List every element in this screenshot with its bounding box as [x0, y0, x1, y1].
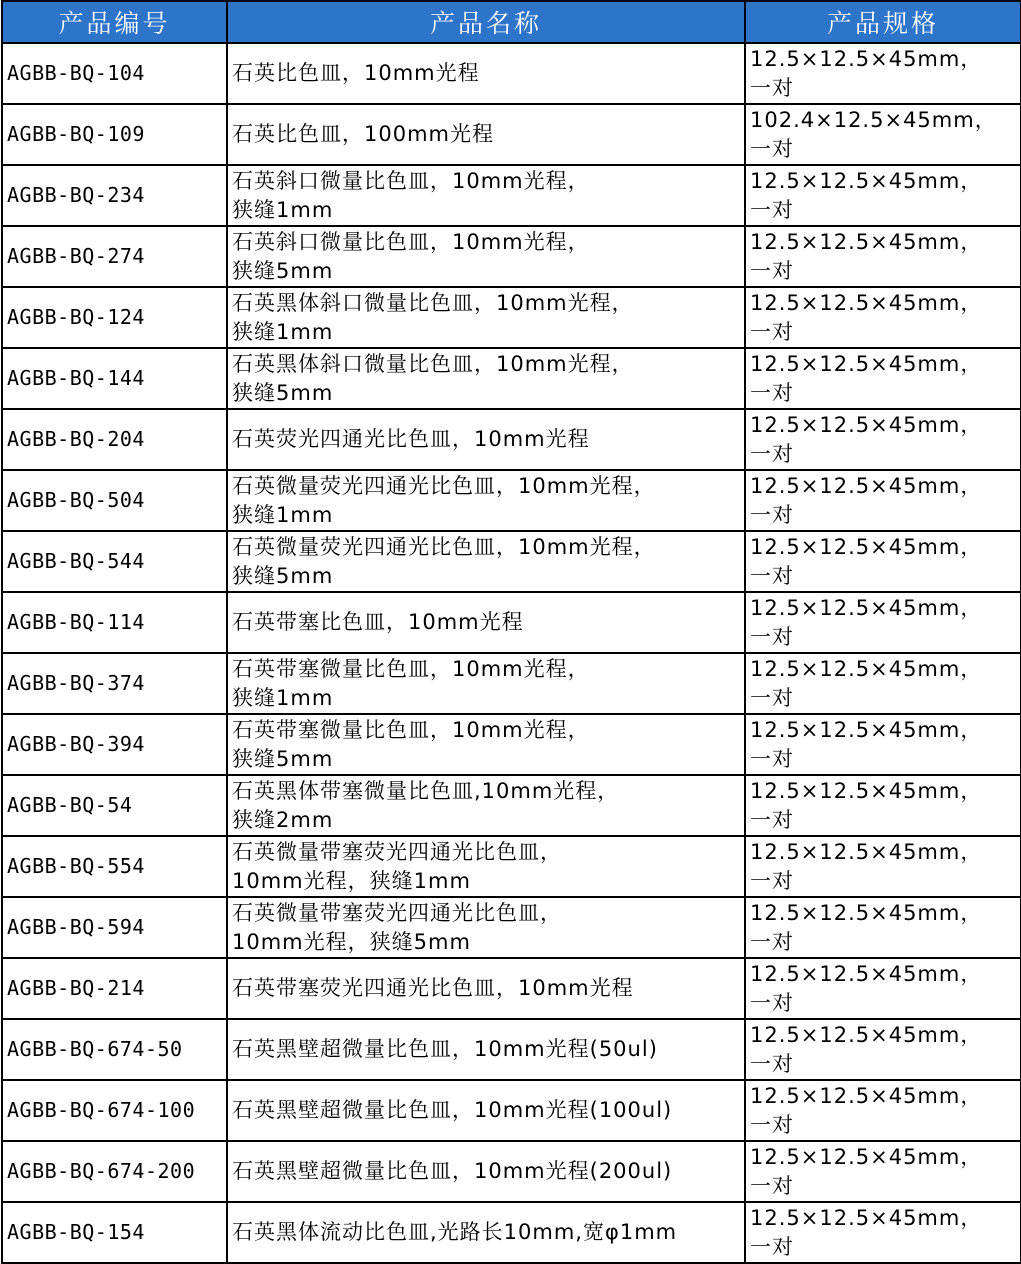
- table-row: [2, 1141, 1021, 1202]
- product-code-cell: AGBB-BQ-674-50: [2, 1019, 227, 1080]
- product-table: [1, 0, 1021, 1264]
- product-name-cell: 石英比色皿，100mm光程: [227, 104, 745, 165]
- product-name-cell: 石英带塞比色皿，10mm光程: [227, 592, 745, 653]
- product-spec-cell: 12.5×12.5×45mm， 一对: [745, 43, 1021, 104]
- product-name-cell: 石英斜口微量比色皿，10mm光程， 狭缝1mm: [227, 165, 745, 226]
- product-name-cell: 石英黑体流动比色皿,光路长10mm,宽φ1mm: [227, 1202, 745, 1263]
- product-name-cell: 石英带塞微量比色皿，10mm光程， 狭缝5mm: [227, 714, 745, 775]
- product-name-cell: 石英带塞荧光四通光比色皿，10mm光程: [227, 958, 745, 1019]
- product-code-cell: AGBB-BQ-674-100: [2, 1080, 227, 1141]
- product-name-cell: 石英黑壁超微量比色皿，10mm光程(50ul): [227, 1019, 745, 1080]
- product-code-cell: AGBB-BQ-274: [2, 226, 227, 287]
- table-row: [2, 287, 1021, 348]
- product-spec-cell: 12.5×12.5×45mm， 一对: [745, 714, 1021, 775]
- table-row: [2, 836, 1021, 897]
- product-spec-cell: 12.5×12.5×45mm， 一对: [745, 836, 1021, 897]
- product-code-cell: AGBB-BQ-124: [2, 287, 227, 348]
- table-row: [2, 1080, 1021, 1141]
- product-spec-cell: 12.5×12.5×45mm， 一对: [745, 287, 1021, 348]
- product-name-cell: 石英微量荧光四通光比色皿，10mm光程， 狭缝5mm: [227, 531, 745, 592]
- product-code-cell: AGBB-BQ-544: [2, 531, 227, 592]
- table-row: [2, 409, 1021, 470]
- product-spec-cell: 12.5×12.5×45mm， 一对: [745, 1202, 1021, 1263]
- table-header-row: [2, 1, 1021, 43]
- product-code-cell: AGBB-BQ-154: [2, 1202, 227, 1263]
- product-code-cell: AGBB-BQ-204: [2, 409, 227, 470]
- product-code-cell: AGBB-BQ-674-200: [2, 1141, 227, 1202]
- product-spec-cell: 12.5×12.5×45mm， 一对: [745, 1019, 1021, 1080]
- product-spec-cell: 12.5×12.5×45mm， 一对: [745, 226, 1021, 287]
- product-name-cell: 石英微量荧光四通光比色皿，10mm光程， 狭缝1mm: [227, 470, 745, 531]
- product-spec-cell: 12.5×12.5×45mm， 一对: [745, 1141, 1021, 1202]
- product-spec-cell: 12.5×12.5×45mm， 一对: [745, 775, 1021, 836]
- product-spec-cell: 12.5×12.5×45mm， 一对: [745, 348, 1021, 409]
- product-name-cell: 石英比色皿，10mm光程: [227, 43, 745, 104]
- product-name-cell: 石英黑体斜口微量比色皿，10mm光程， 狭缝5mm: [227, 348, 745, 409]
- product-code-cell: AGBB-BQ-54: [2, 775, 227, 836]
- product-spec-cell: 12.5×12.5×45mm， 一对: [745, 531, 1021, 592]
- table-row: [2, 592, 1021, 653]
- product-spec-cell: 12.5×12.5×45mm， 一对: [745, 897, 1021, 958]
- product-spec-cell: 12.5×12.5×45mm， 一对: [745, 592, 1021, 653]
- product-name-cell: 石英黑体带塞微量比色皿,10mm光程， 狭缝2mm: [227, 775, 745, 836]
- product-code-cell: AGBB-BQ-594: [2, 897, 227, 958]
- product-name-cell: 石英黑体斜口微量比色皿，10mm光程， 狭缝1mm: [227, 287, 745, 348]
- table-row: [2, 1019, 1021, 1080]
- product-name-cell: 石英微量带塞荧光四通光比色皿， 10mm光程，狭缝1mm: [227, 836, 745, 897]
- product-name-cell: 石英黑壁超微量比色皿，10mm光程(200ul): [227, 1141, 745, 1202]
- table-row: [2, 714, 1021, 775]
- product-spec-cell: 102.4×12.5×45mm， 一对: [745, 104, 1021, 165]
- table-row: [2, 348, 1021, 409]
- product-code-cell: AGBB-BQ-114: [2, 592, 227, 653]
- product-code-cell: AGBB-BQ-214: [2, 958, 227, 1019]
- product-code-cell: AGBB-BQ-374: [2, 653, 227, 714]
- table-body: [2, 43, 1021, 1263]
- table-row: [2, 104, 1021, 165]
- product-spec-cell: 12.5×12.5×45mm， 一对: [745, 470, 1021, 531]
- product-name-cell: 石英斜口微量比色皿，10mm光程， 狭缝5mm: [227, 226, 745, 287]
- product-code-cell: AGBB-BQ-394: [2, 714, 227, 775]
- header-product-code: 产品编号: [2, 1, 227, 43]
- header-product-spec: 产品规格: [745, 1, 1021, 43]
- table-row: [2, 165, 1021, 226]
- table-row: [2, 958, 1021, 1019]
- product-code-cell: AGBB-BQ-144: [2, 348, 227, 409]
- product-code-cell: AGBB-BQ-554: [2, 836, 227, 897]
- table-row: [2, 897, 1021, 958]
- product-spec-cell: 12.5×12.5×45mm， 一对: [745, 653, 1021, 714]
- table-row: [2, 1202, 1021, 1263]
- product-spec-cell: 12.5×12.5×45mm， 一对: [745, 165, 1021, 226]
- header-product-name: 产品名称: [227, 1, 745, 43]
- product-code-cell: AGBB-BQ-104: [2, 43, 227, 104]
- table-row: [2, 653, 1021, 714]
- product-name-cell: 石英微量带塞荧光四通光比色皿， 10mm光程，狭缝5mm: [227, 897, 745, 958]
- product-spec-cell: 12.5×12.5×45mm， 一对: [745, 409, 1021, 470]
- product-code-cell: AGBB-BQ-504: [2, 470, 227, 531]
- product-name-cell: 石英荧光四通光比色皿，10mm光程: [227, 409, 745, 470]
- product-spec-cell: 12.5×12.5×45mm， 一对: [745, 1080, 1021, 1141]
- product-name-cell: 石英黑壁超微量比色皿，10mm光程(100ul): [227, 1080, 745, 1141]
- table-row: [2, 775, 1021, 836]
- product-code-cell: AGBB-BQ-109: [2, 104, 227, 165]
- table-row: [2, 226, 1021, 287]
- product-code-cell: AGBB-BQ-234: [2, 165, 227, 226]
- product-spec-cell: 12.5×12.5×45mm， 一对: [745, 958, 1021, 1019]
- table-row: [2, 531, 1021, 592]
- table-row: [2, 470, 1021, 531]
- product-name-cell: 石英带塞微量比色皿，10mm光程， 狭缝1mm: [227, 653, 745, 714]
- table-row: [2, 43, 1021, 104]
